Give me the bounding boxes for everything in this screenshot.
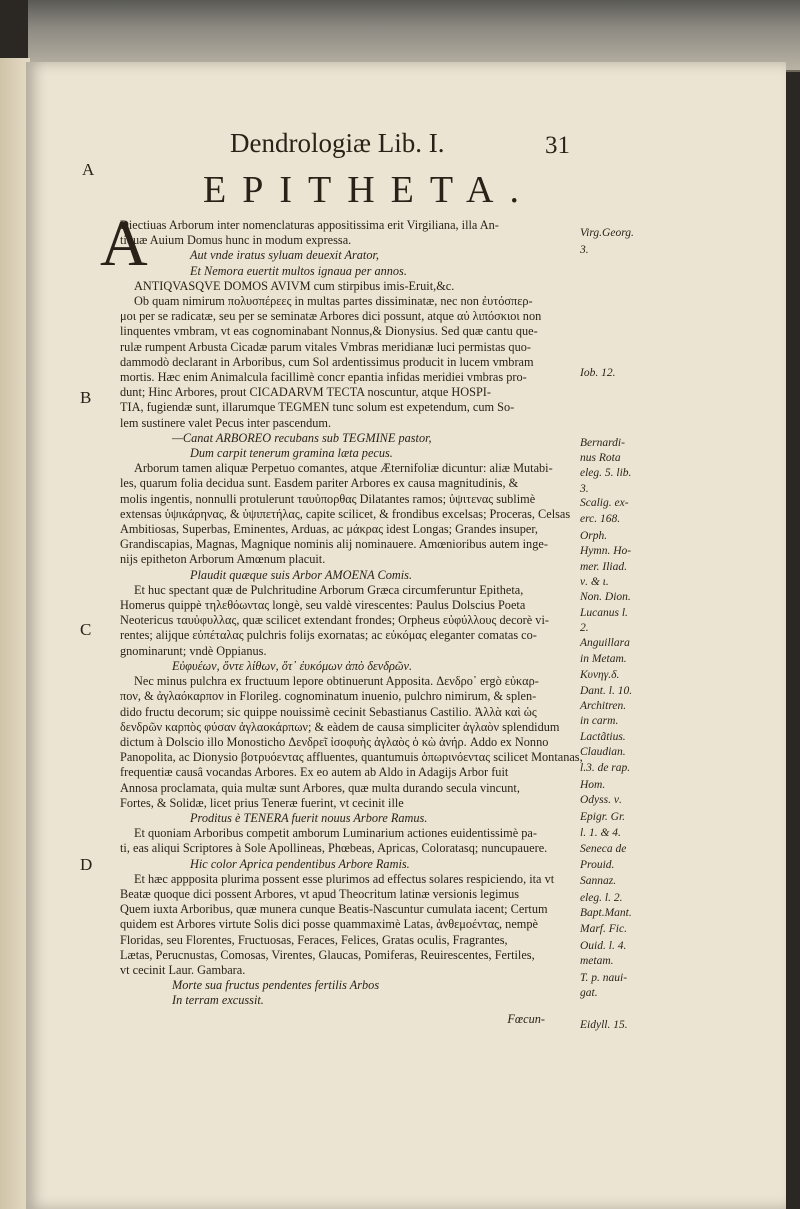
text-line: Panopolita, ac Dionysio βοτρυόεντας affluentes, quantumuis ὀπωρινόεντας scilicet Montanas, (120, 750, 583, 765)
text-line: dictum à Dolscio illo Monosticho Δενδρεῖ ἰσοφυὴς ἀγλαὸς ὁ κὼ ἀνήρ. Addo ex Nonno (120, 734, 549, 749)
margin-note: Hom. (580, 779, 606, 791)
margin-note: 3. (580, 244, 589, 256)
chapter-title: EPITHETA. (203, 169, 535, 211)
verse-line: Dum carpit tenerum gramina læta pecus. (190, 446, 393, 461)
margin-note: 3. (580, 483, 589, 495)
text-line: dido fructu decorum; sic quippe nouissimè cecinit Sebastianus Castilio. Ἀλλὰ καὶ ὡς (120, 704, 537, 719)
text-line: Nec minus pulchra ex fructuum lepore obtinuerunt Apposita. Δενδρο᾽ ergò εὐκαρ- (134, 674, 539, 689)
text-line: frequentiæ causâ vocandas Arbores. Ex eo autem ab Aldo in Adagijs Arbor fuit (120, 765, 509, 780)
text-line: rulæ rumpent Arbusta Cicadæ parum vitales Vmbras meridianæ luci permistas quo- (120, 339, 531, 354)
text-line: Annosa proclamata, quia multæ sunt Arbores, quæ multa durando secula vincunt, (120, 780, 520, 795)
margin-note: Bapt.Mant. (580, 907, 632, 919)
margin-note: Epigr. Gr. (580, 811, 626, 823)
text-line: Et huc spectant quæ de Pulchritudine Arborum Græca circumferuntur Epitheta, (134, 582, 524, 597)
text-line: Neotericus ταυὐφυλλας, quæ scilicet extendant frondes; Orpheus εὐφύλλους decorè vi- (120, 613, 549, 628)
text-line: δενδρῶν καρπὸς φύσαν ἀγλαοκάρπων; & eàdem de causa simpliciter ἀγλαὸν splendidum (120, 719, 560, 734)
margin-note: ν. & ι. (580, 576, 609, 588)
text-line: ti, eas aliqui Scriptores à Sole Apollineas, Phœbeas, Apricas, Coloratasq; nuncupauere. (120, 841, 548, 856)
verse-line: Aut vnde iratus syluam deuexit Arator, (190, 248, 379, 263)
margin-note: erc. 168. (580, 513, 621, 525)
margin-note: Iob. 12. (580, 367, 616, 379)
text-line: ANTIQVASQVE DOMOS AVIVM cum stirpibus imis-Eruit,&c. (134, 278, 455, 293)
verse-line: —Canat ARBOREO recubans sub TEGMINE pastor, (172, 430, 432, 445)
margin-note: Non. Dion. (580, 591, 631, 603)
verse-line: Proditus è TENERA fuerit nouus Arbore Ramus. (190, 810, 428, 825)
text-line: gnominarunt; vndè Oppianus. (120, 643, 267, 658)
text-line: μοι per se radicatæ, seu per se seminatæ Arbores dici possunt, atque αὐ λιπόσκιοι non (120, 309, 542, 324)
margin-note: Lactãtius. (580, 731, 626, 743)
text-line: Lætas, Perucnustas, Comosas, Virentes, Glaucas, Pomiferas, Reuirescentes, Fertiles, (120, 947, 535, 962)
section-marker-b: B (80, 388, 92, 407)
running-head: Dendrologiæ Lib. I. (230, 128, 445, 158)
margin-note: Virg.Georg. (580, 227, 634, 239)
margin-note: mer. Iliad. (580, 561, 627, 573)
verse-line: Et Nemora euertit multos ignaua per annos. (190, 263, 407, 278)
margin-note: metam. (580, 955, 614, 967)
margin-note: Κυνηγ.δ. (580, 669, 620, 681)
text-line: Ambitiosas, Superbas, Eminentes, Arduas, ac μάκρας idest Longas; Grandes insuper, (120, 522, 539, 537)
text-line: Et quoniam Arboribus competit amborum Luminarium actiones euidentissimè pa- (134, 826, 537, 841)
text-line: quidem est Arbores virtute Solis dici posse quammaximè Latas, ἀνθεμοέντας, nempè (120, 917, 538, 932)
verse-line: In terram excussit. (172, 993, 264, 1008)
text-line: extensas ὑψικάρηνας, & ὑψιπετήλας, capite scilicet, & frondibus excelsas; Proceras, Celsas (120, 506, 571, 521)
text-line: Fortes, & Solidæ, licet prius Teneræ fuerint, vt cecinit ille (120, 795, 404, 810)
verse-line: Morte sua fructus pendentes fertilis Arbos (172, 978, 380, 993)
text-line: Quem iuxta Arboribus, quæ munera cunque Beatis-Nascuntur cumulata iacent; Certum (120, 902, 548, 917)
margin-note: eleg. 5. lib. (580, 467, 632, 479)
text-line: TIA, fugiendæ sunt, illarumque TEGMEN tunc solum est expetendum, cum So- (120, 400, 515, 415)
verse-line: Εὐφυέων, ὅντε λίθων, ὅτ᾽ ἐυκόμων ἀπὸ δενδρῶν. (172, 658, 413, 673)
margin-note: Marf. Fic. (580, 923, 627, 935)
margin-note: Lucanus l. (580, 607, 628, 619)
margin-note: Claudian. (580, 746, 626, 758)
margin-note: Anguillara (580, 637, 630, 649)
text-line: rentes; alijque εὐπέταλας pulchris folijs exornatas; ac εὐκόμας eleganter comatas co- (120, 628, 537, 643)
margin-note: Scalig. ex- (580, 497, 629, 509)
text-line: tiquæ Auium Domus hunc in modum expressa. (120, 233, 352, 248)
section-marker-c: C (80, 620, 92, 639)
margin-note: eleg. l. 2. (580, 892, 623, 904)
margin-note: Orph. (580, 530, 608, 542)
margin-note: Eidyll. 15. (580, 1019, 628, 1031)
text-line: molis ingentis, nonnulli protulerunt ταυὐπορθας Dilatantes ramos; ὑψιτενας sublimè (120, 491, 536, 506)
margin-note: in Metam. (580, 653, 627, 665)
margin-note: Ouid. l. 4. (580, 940, 627, 952)
margin-note: T. p. naui- (580, 972, 628, 984)
text-line: Grandiscapias, Magnas, Magnique nominis alij nominauere. Amœnioribus autem inge- (120, 537, 548, 552)
catchword: Fœcun- (507, 1011, 545, 1026)
text-line: πον, & ἀγλαόκαρπον in Florileg. cognominatum inuenio, pulchro nimirum, & splen- (120, 689, 537, 704)
drop-cap: A (100, 207, 148, 280)
text-line: dammodò declarant in Arboribus, cum Sol ardentissimus producit in lucem vmbram (120, 354, 534, 369)
margin-note: Hymn. Ho- (580, 545, 632, 557)
text-line: Homerus quippè τηλεθόωντας longè, seu valdè virescentes: Paulus Dolscius Poeta (120, 598, 526, 613)
text-line: mortis. Hæc enim Animalcula facillimè concr epantia infidas meridiei vmbras pro- (120, 370, 527, 385)
margin-note: Odyss. ν. (580, 794, 622, 806)
text-line: dunt; Hinc Arbores, prout CICADARVM TECTA noscuntur, atque HOSPI- (120, 385, 491, 400)
text-line: Et hæc appposita plurima possent esse plurimos ad effectus solares respiciendo, ita vt (134, 871, 555, 886)
body-text (120, 218, 583, 1027)
section-marker-a: A (82, 160, 95, 179)
margin-note: l.3. de rap. (580, 762, 631, 774)
page-number: 31 (545, 132, 570, 159)
section-marker-d: D (80, 855, 93, 874)
text-line: Arborum tamen aliquæ Perpetuo comantes, atque Æternifoliæ dicuntur: aliæ Mutabi- (134, 461, 553, 476)
margin-note: Bernardi- (580, 437, 625, 449)
text-line: Ob quam nimirum πολυσπέρεες in multas partes dissiminatæ, nec non ἐυτόσπερ- (134, 294, 533, 309)
text-line: Floridas, seu Florentes, Fructuosas, Feraces, Felices, Gratas oculis, Fragrantes, (120, 932, 508, 947)
verse-line: Hic color Aprica pendentibus Arbore Ramis. (190, 856, 410, 871)
margin-note: nus Rota (580, 452, 621, 464)
text-line: linquentes vmbram, vt eas cognominabant Nonnus,& Dionysius. Sed quæ cantu que- (120, 324, 538, 339)
margin-note: Architren. (580, 700, 627, 712)
text-line: Beatæ quoque dici possent Arbores, vt apud Theocritum latinæ versionis legimus (120, 886, 520, 901)
text-line: les, quarum folia decidua sunt. Easdem pariter Arbores ex causa magnitudinis, & (120, 476, 519, 491)
margin-note: gat. (580, 987, 598, 999)
verse-line: Plaudit quæque suis Arbor AMOENA Comis. (190, 567, 413, 582)
margin-note: in carm. (580, 715, 619, 727)
text-line: lem sustinere valet Pecus inter pascendum. (120, 415, 332, 430)
margin-note: Dant. l. 10. (580, 685, 633, 697)
margin-note: 2. (580, 622, 589, 634)
text-line: nijs epitheton Arborum Amœnum placuit. (120, 552, 326, 567)
text-line: Diectiuas Arborum inter nomenclaturas appositissima erit Virgiliana, illa An- (120, 218, 499, 232)
margin-note: Sannaz. (580, 875, 617, 887)
margin-note: l. 1. & 4. (580, 827, 621, 839)
margin-note: Seneca de (580, 843, 627, 855)
text-line: vt cecinit Laur. Gambara. (120, 962, 246, 977)
margin-note: Prouid. (580, 859, 615, 871)
